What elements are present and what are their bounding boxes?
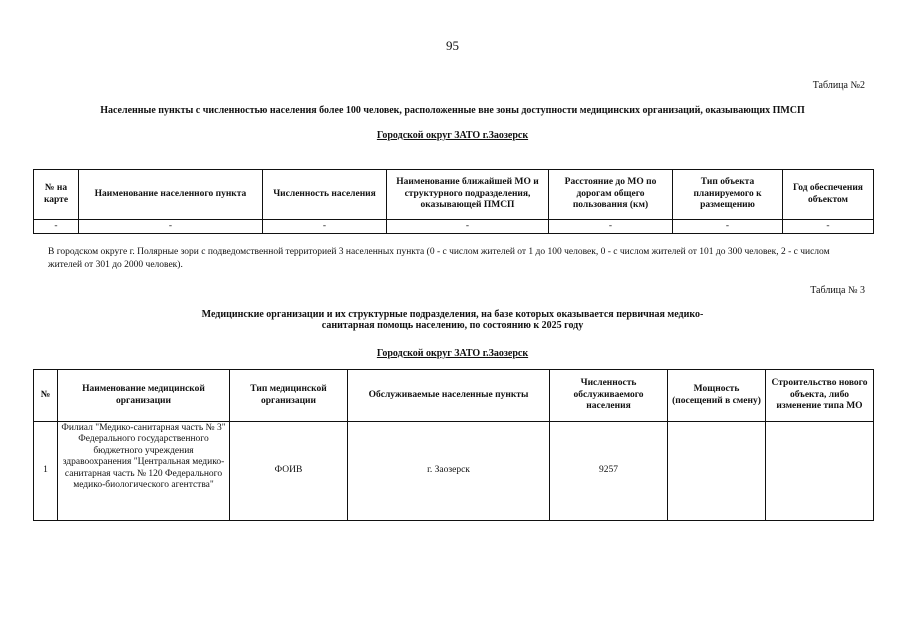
table-cell: -	[783, 220, 874, 234]
table-row	[34, 422, 874, 521]
table-header-row	[34, 370, 874, 422]
header-number: №	[34, 370, 58, 422]
table3-title	[40, 309, 865, 331]
table-cell: 1	[34, 422, 58, 521]
header-year: Год обеспечения объектом	[783, 170, 874, 220]
table3-title-line2: санитарная помощь населению, по состоянию к 2025 году	[321, 320, 584, 331]
header-organization-name: Наименование медицинской организации	[58, 370, 230, 422]
table-cell: -	[673, 220, 783, 234]
table-cell: Филиал "Медико-санитарная часть № 3" Федерального государственного бюджетного учреждения здравоохранения "Центральная медико-санитарная часть № 120 Федерального медико-биологического агентства"	[58, 422, 230, 521]
table-cell: г. Заозерск	[348, 422, 550, 521]
header-construction: Строительство нового объекта, либо изменение типа МО	[766, 370, 874, 422]
header-distance: Расстояние до МО по дорогам общего пользования (км)	[549, 170, 673, 220]
table-cell: -	[549, 220, 673, 234]
page-number: 95	[446, 38, 459, 53]
header-served-population: Численность обслуживаемого населения	[550, 370, 668, 422]
table-row	[34, 220, 874, 234]
table-header-row	[34, 170, 874, 220]
medical-organizations-table	[33, 369, 874, 521]
header-served-settlements: Обслуживаемые населенные пункты	[348, 370, 550, 422]
table-cell	[668, 422, 766, 521]
header-nearest-mo: Наименование ближайшей МО и структурного подразделения, оказывающей ПМСП	[387, 170, 549, 220]
table2-caption: Таблица №2	[812, 80, 865, 91]
table-cell: -	[34, 220, 79, 234]
settlements-note: В городском округе г. Полярные зори с подведомственной территорией 3 населенных пункта (0 - с числом жителей от 1 до 100 человек, 0 - с числом жителей от 101 до 300 человек, 2 - с числом жителей от 301 до 2000 человек).	[48, 247, 830, 270]
header-capacity: Мощность (посещений в смену)	[668, 370, 766, 422]
table3-caption: Таблица № 3	[810, 285, 865, 296]
table2-title: Населенные пункты с численностью населения более 100 человек, расположенные вне зоны доступности медицинских организаций, оказывающих ПМСП	[100, 105, 805, 116]
header-population: Численность населения	[263, 170, 387, 220]
header-settlement-name: Наименование населенного пункта	[79, 170, 263, 220]
table-cell: -	[387, 220, 549, 234]
table2-subtitle: Городской округ ЗАТО г.Заозерск	[376, 130, 529, 141]
table-cell	[766, 422, 874, 521]
table-cell: -	[263, 220, 387, 234]
header-object-type: Тип объекта планируемого к размещению	[673, 170, 783, 220]
table3-title-line1: Медицинские организации и их структурные подразделения, на базе которых оказывается первичная медико-	[201, 309, 704, 320]
table3-subtitle: Городской округ ЗАТО г.Заозерск	[376, 348, 529, 359]
table-cell: -	[79, 220, 263, 234]
table-cell: ФОИВ	[230, 422, 348, 521]
header-organization-type: Тип медицинской организации	[230, 370, 348, 422]
header-map-number: № на карте	[34, 170, 79, 220]
settlements-table	[33, 169, 874, 234]
table-cell: 9257	[550, 422, 668, 521]
